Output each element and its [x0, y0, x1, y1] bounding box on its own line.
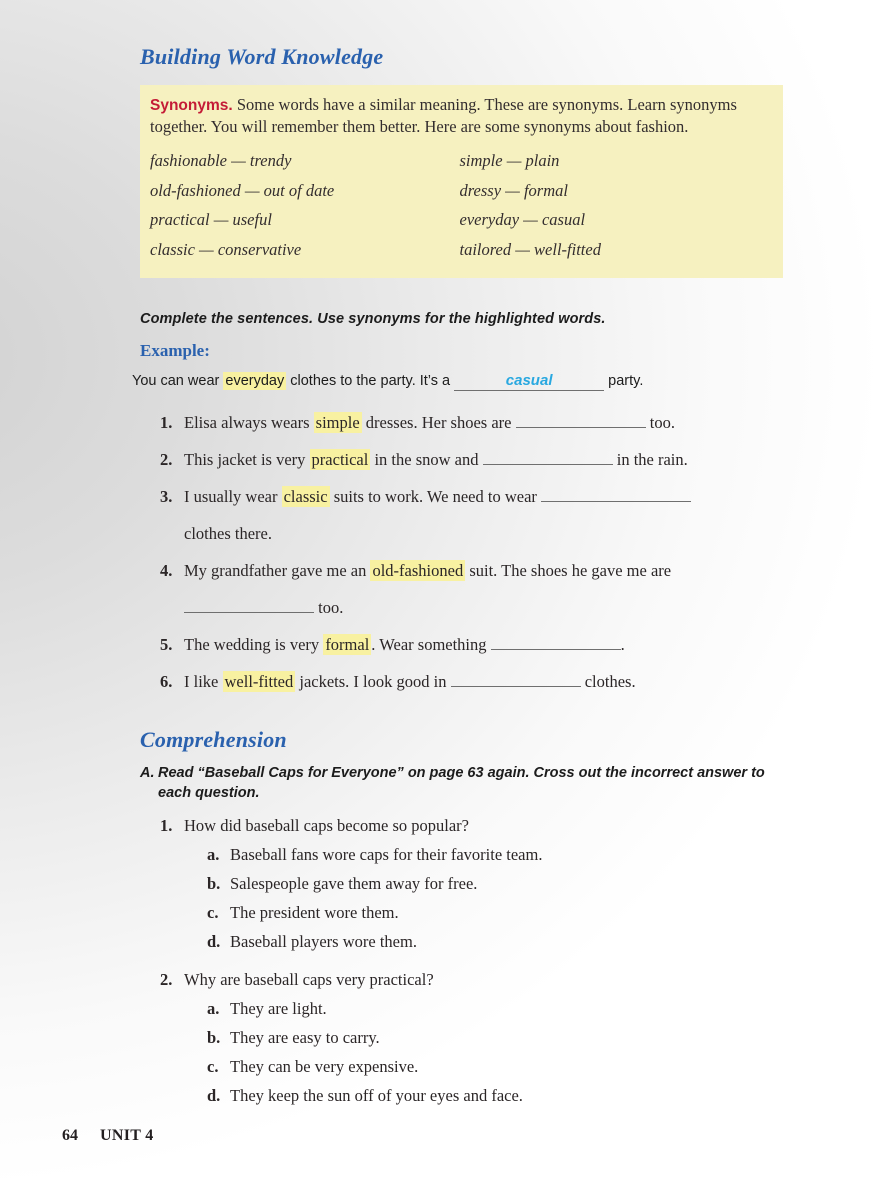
- item-text-segment: Elisa always wears: [184, 413, 314, 432]
- highlighted-word: well-fitted: [224, 672, 294, 691]
- item-text-segment: This jacket is very: [184, 450, 310, 469]
- highlighted-word: practical: [311, 450, 369, 469]
- item-text-segment: too.: [645, 413, 675, 432]
- synonym-pair: practical — useful: [150, 210, 272, 229]
- synonyms-box: [140, 85, 783, 278]
- item-text-segment: jackets. I look good in: [295, 672, 451, 691]
- synonym-pairs-right-column: [460, 146, 770, 264]
- fill-in-blank: [516, 413, 646, 428]
- item-text-segment: My grandfather gave me an: [184, 561, 371, 580]
- item-text-segment: in the snow and: [370, 450, 483, 469]
- example-sentence: [132, 372, 790, 391]
- exercise-item: [140, 404, 790, 441]
- item-text-segment: . Wear something: [371, 635, 491, 654]
- highlighted-word: everyday: [225, 373, 285, 389]
- synonym-pair: everyday — casual: [459, 210, 586, 229]
- section-title-building-word-knowledge: Building Word Knowledge: [140, 44, 384, 69]
- answer-option: [140, 840, 790, 869]
- item-number: 4.: [160, 561, 173, 580]
- item-text-segment: suits to work. We need to wear: [329, 487, 542, 506]
- synonym-pair: simple — plain: [459, 151, 560, 170]
- option-text: They are light.: [230, 999, 327, 1018]
- example-answer: casual: [505, 372, 553, 389]
- item-text: [184, 478, 790, 552]
- synonym-pairs-left-column: [150, 146, 460, 264]
- item-text-segment: clothes there.: [184, 524, 272, 543]
- unit-label: UNIT 4: [100, 1127, 154, 1144]
- item-text-segment: in the rain.: [612, 450, 688, 469]
- example-text-after: party.: [608, 373, 644, 389]
- item-text-segment: .: [620, 635, 625, 654]
- exercise-item: [140, 441, 790, 478]
- section-title-comprehension: Comprehension: [140, 727, 287, 752]
- answer-option: [140, 1023, 790, 1052]
- option-letter: c.: [207, 1057, 219, 1076]
- highlighted-word: classic: [283, 487, 328, 506]
- fill-in-blank: [184, 598, 314, 613]
- exercise-item: [140, 663, 790, 700]
- option-letter: a.: [207, 999, 220, 1018]
- synonym-pair: classic — conservative: [150, 239, 302, 259]
- item-text: [184, 404, 790, 441]
- answer-option: [140, 994, 790, 1023]
- option-text: They are easy to carry.: [230, 1028, 380, 1047]
- synonym-pair: old-fashioned — out of date: [150, 180, 335, 200]
- answer-option: [140, 1081, 790, 1110]
- fill-in-blank: [491, 635, 621, 650]
- option-letter: b.: [207, 1028, 221, 1047]
- item-number: 6.: [160, 672, 173, 691]
- comprehension-instruction: [140, 763, 788, 803]
- item-number: 3.: [160, 487, 173, 506]
- option-text: The president wore them.: [230, 903, 399, 922]
- synonym-pair: tailored — well-fitted: [459, 239, 601, 259]
- synonym-pair: fashionable — trendy: [150, 151, 292, 170]
- fill-in-blank: [451, 672, 581, 687]
- item-text: [184, 663, 790, 700]
- item-number: 5.: [160, 635, 173, 654]
- exercise-item-list: [140, 404, 790, 700]
- synonym-pair: dressy — formal: [459, 180, 568, 200]
- comprehension-instruction-text: Read “Baseball Caps for Everyone” on page 63 again. Cross out the incorrect answer to each question.: [158, 765, 765, 801]
- page-number: 64: [62, 1127, 78, 1144]
- item-text-segment: dresses. Her shoes are: [361, 413, 516, 432]
- highlighted-word: old-fashioned: [372, 561, 464, 580]
- question-text: How did baseball caps become so popular?: [184, 816, 469, 835]
- question-line: [140, 965, 790, 994]
- question: [140, 811, 790, 956]
- item-text-segment: too.: [314, 598, 344, 617]
- comprehension-questions: [140, 811, 790, 1110]
- option-letter: a.: [207, 845, 220, 864]
- item-text-segment: I like: [184, 672, 223, 691]
- synonyms-box-text: Some words have a similar meaning. These are synonyms. Learn synonyms together. You will remember them better. Here are some synonyms about fashion.: [150, 95, 737, 136]
- answer-option: [140, 1052, 790, 1081]
- option-text: Salespeople gave them away for free.: [230, 874, 478, 893]
- synonyms-box-paragraph: [150, 95, 769, 137]
- example-text-before: You can wear: [132, 373, 220, 389]
- item-text-segment: I usually wear: [184, 487, 282, 506]
- option-letter: d.: [207, 1086, 221, 1105]
- option-text: Baseball players wore them.: [230, 932, 417, 951]
- option-letter: d.: [207, 932, 221, 951]
- exercise-item: [140, 478, 790, 552]
- fill-in-blank: [541, 487, 691, 502]
- answer-blank: [454, 372, 604, 391]
- comprehension-instruction-label: A.: [140, 765, 155, 781]
- item-text: [184, 626, 790, 663]
- answer-option: [140, 927, 790, 956]
- item-number: 1.: [160, 413, 173, 432]
- example-text-middle: clothes to the party. It’s a: [290, 373, 451, 389]
- question: [140, 965, 790, 1110]
- option-letter: b.: [207, 874, 221, 893]
- exercise-item: [140, 626, 790, 663]
- example-label: Example:: [140, 341, 210, 360]
- synonyms-label: Synonyms.: [150, 97, 233, 114]
- option-text: They keep the sun off of your eyes and face.: [230, 1086, 523, 1105]
- item-text: [184, 552, 790, 626]
- highlighted-word: simple: [315, 413, 360, 432]
- item-text-segment: The wedding is very: [184, 635, 324, 654]
- question-text: Why are baseball caps very practical?: [184, 970, 434, 989]
- exercise-item: [140, 552, 790, 626]
- synonym-pairs: [150, 146, 769, 264]
- item-number: 2.: [160, 450, 173, 469]
- item-text: [184, 441, 790, 478]
- option-text: They can be very expensive.: [230, 1057, 419, 1076]
- option-letter: c.: [207, 903, 219, 922]
- answer-option: [140, 898, 790, 927]
- question-line: [140, 811, 790, 840]
- answer-option: [140, 869, 790, 898]
- option-text: Baseball fans wore caps for their favorite team.: [230, 845, 543, 864]
- question-number: 1.: [160, 816, 173, 835]
- question-number: 2.: [160, 970, 173, 989]
- highlighted-word: formal: [325, 635, 370, 654]
- item-text-segment: suit. The shoes he gave me are: [465, 561, 672, 580]
- fill-in-blank: [483, 450, 613, 465]
- item-text-segment: clothes.: [580, 672, 636, 691]
- exercise-instruction: Complete the sentences. Use synonyms for the highlighted words.: [140, 311, 606, 327]
- page-content: [132, 44, 790, 1119]
- page-footer: [62, 1127, 154, 1145]
